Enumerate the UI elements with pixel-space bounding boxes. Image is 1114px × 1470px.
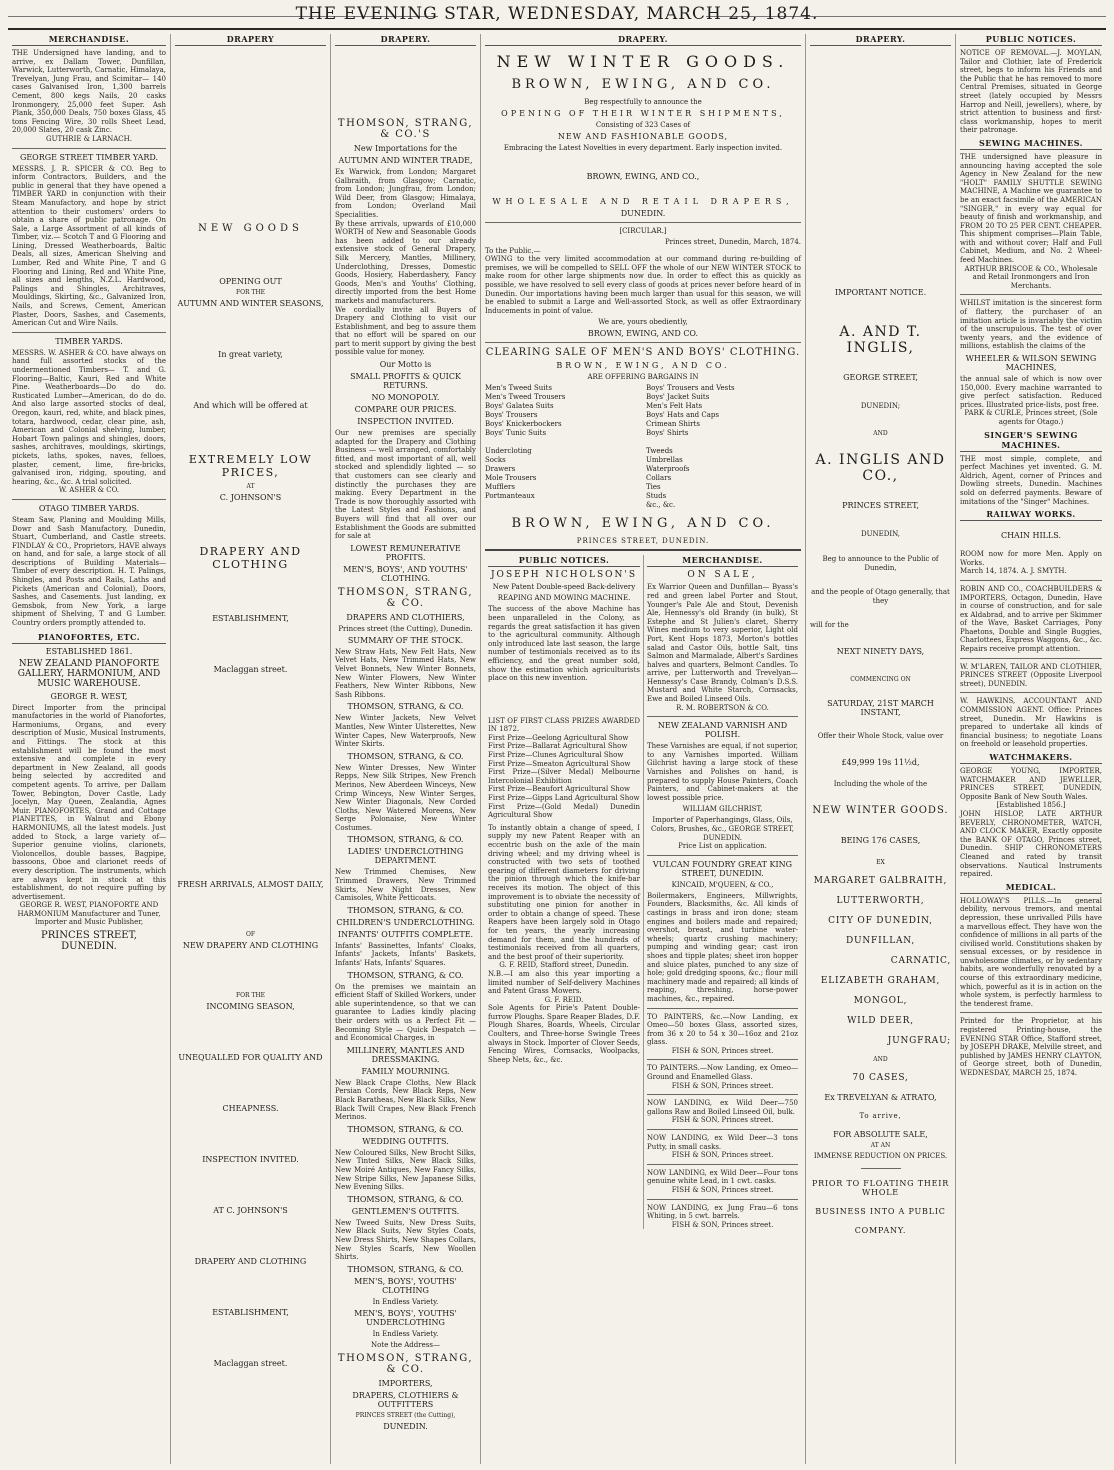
annual-sale: the annual sale of which is now over 150,000. Every machine warranted to give perfect satisfaction. Reduced prices. Illustrated price-lists, post free. — [960, 375, 1102, 409]
circular-date: Princes street, Dunedin, March, 1874. — [664, 238, 801, 246]
at-johnsons: AT C. JOHNSON'S — [213, 1206, 288, 1215]
reid-signature: G. F. REID, Stafford street, Dunedin. — [499, 961, 629, 970]
and: AND — [873, 430, 888, 437]
premises-text: Our new premises are specially adapted for the Drapery and Clothing Business — well arranged, comfortably fitted, and most important of all, well stocked and splendidly lighted — so that customers can see clearly and distinctly the purchases they are making. Every Department in the Trade is now thoroughly assorted with the Latest Styles and Fashions, and Buyers will find that all over our Establishment the Goods are submitted for sale at — [335, 429, 476, 541]
section-header: DRAPERY. — [335, 34, 476, 46]
singer-text: THE most simple, complete, and perfect Machines yet invented. G. M. Aldrich, Agent, corner of Princes and Dowling streets, Dunedin. Machines sold on deferred payments. Beware of imitations of the "Singer" Machines. — [960, 454, 1102, 506]
stock-list-5: Infants' Bassinettes, Infants' Cloaks, Infants' Jackets, Infants' Baskets, Infants' Hats, Infants' Squares. — [335, 941, 476, 968]
george-street: GEORGE STREET, — [843, 373, 918, 382]
lowest-profits: LOWEST REMUNERATIVE PROFITS. — [350, 543, 461, 562]
brown-ewing-firm-3: BROWN, EWING, AND CO. — [556, 361, 730, 371]
fresh-arrivals: FRESH ARRIVALS, ALMOST DAILY, — [177, 880, 324, 889]
millinery: MILLINERY, MANTLES AND DRESSMAKING. — [346, 1045, 465, 1064]
people-of-otago: and the people of Otago generally, that they — [811, 588, 950, 605]
dunedin: DUNEDIN. — [383, 1421, 428, 1431]
park-curle: PARK & CURLE, Princes street, (Sole agents for Otago.) — [964, 409, 1098, 426]
kincaid-name: KINCAID, M'QUEEN, & CO., — [671, 880, 774, 889]
next-ninety-days: NEXT NINETY DAYS, — [836, 646, 925, 656]
signature-8: THOMSON, STRANG, & CO. — [347, 1264, 464, 1274]
brown-ewing-firm-4: BROWN, EWING, AND CO. — [511, 516, 775, 532]
importers: IMPORTERS, — [378, 1378, 433, 1388]
timber-yard-advert: MESSRS. J. R. SPICER & CO. Beg to inform Contractors, Builders, and the public in general that they have opened a TIMBER YARD in conjunction with their Steam Manufactory, and hope by strict attention to their customers' orders to obtain a share of public patronage. On Sale, a Large Assortment of all kinds of Timber, viz.— Scotch T and G Flooring and Lining, Dressed Weatherboards, Baltic Deals, all sizes, American Shelving and Lumber, Red and White Pine, T and G Flooring and Lining, Red and White Pine, all sizes and lengths, N.Z.L. Hardwood, Palings and Shingles, Architraves, Mouldings, Skirting, &c., Galvanized Iron, Nails, and Screws, Cement, American Plaster, Doors, Sashes, and Casements, American Cut and Wire Nails. — [12, 164, 166, 328]
offer-stock: Offer their Whole Stock, value over — [817, 731, 944, 740]
no-monopoly: NO MONOPOLY. — [371, 393, 440, 403]
a-inglis: A. INGLIS AND CO., — [815, 452, 946, 484]
signature-7: THOMSON, STRANG, & CO. — [347, 1194, 464, 1204]
childrens-underclothing: CHILDREN'S UNDERCLOTHING. — [336, 917, 475, 927]
motto-is: Our Motto is — [379, 360, 432, 370]
asher-signature: W. ASHER & CO. — [58, 486, 120, 495]
robin-advert: ROBIN AND CO., COACHBUILDERS & IMPORTERS, Octagon, Dunedin, Have in course of construction, and for sale ex Aldabrad, and to arrive per Skimmer of the Wave, Basket Carriages, Pony Phaetons, Double and Single Buggies, Charlottees, Express Waggons, &c., &c. Repairs receive prompt attention. — [960, 584, 1102, 654]
thomson-strang-firm: THOMSON, STRANG, & CO.'S — [337, 118, 474, 140]
circular-label: [CIRCULAR.] — [619, 227, 667, 235]
robertson-signature: R. M. ROBERTSON & CO. — [676, 703, 769, 712]
circular-text: OWING to the very limited accommodation at our command during re-building of premises, we will be compelled to SELL OFF the whole of our NEW WINTER STOCK to make room for other large shipments now due. In order to effect this as quickly as possible, we have resolved to sell every class of goods at prices never before heard of in Dunedin. Our importations having been much larger than usual for this season, we will be enabled to submit a Large and Well-assorted Stock, as well as offer Extraordinary Inducements in point of value. — [485, 255, 801, 315]
wheeler-wilson: WHEELER & WILSON SEWING MACHINES, — [965, 354, 1097, 372]
offering-bargains: ARE OFFERING BARGAINS IN — [587, 373, 699, 382]
asher-advert: MESSRS. W. ASHER & CO. have always on hand full assorted stocks of the undermentioned Timbers— T. and G. Flooring—Baltic, Kauri, Red and White Pine. Weatherboards—Do do do. Rusticated Lumber—American, do do do. And also large assorted stocks of deal, Oregon, kauri, red, white, and black pines, totara, hardwood, cedar, clear pine, ash, American and Colonial shelving, lumber, Hobart Town palings and shingles, doors, sashes, architraves, mouldings, skirtings, pickets, laths, spokes, naves, felloes, plaster, cement, lime, fire-bricks, galvanised iron, ridging, spouting, and hearing, &c., &c. A trial solicited. — [12, 348, 166, 486]
wedding-outfits: WEDDING OUTFITS. — [362, 1136, 449, 1146]
prizes-text: To instantly obtain a change of speed, I supply my new Patent Reaper with an eccentric bush on the axle of the main driving wheel; and my driving wheel is constructed with two sets of toothed gearing of different diameters for driving the pinion through which the knife-bar receives its motion. The object of this improvement is to obviate the necessity of substituting one pinion for another in order to obtain a change of speed. These Reapers have been largely sold in Otago for ten years, the yearly increasing demand for them, and the hundreds of testimonials received from all quarters, and the best proof of their superiority. — [488, 823, 640, 961]
opening-shipments: OPENING OF THEIR WINTER SHIPMENTS, — [501, 109, 785, 118]
briscoe-signature: ARTHUR BRISCOE & CO., Wholesale and Retail Ironmongers and Iron Merchants. — [964, 264, 1098, 290]
drapery-and-clothing: DRAPERY AND CLOTHING — [199, 545, 302, 571]
stock-list-4: New Trimmed Chemises, New Trimmed Drawers, New Trimmed Skirts, New Night Dresses, New Camisoles, White Petticoats. — [335, 868, 476, 903]
landing-3: NOW LANDING, ex Wild Deer—Four tons genuine white Lead, in 1 cwt. casks. — [647, 1168, 798, 1186]
will-for-the: will for the — [810, 621, 849, 630]
masthead-title: THE EVENING STAR, WEDNESDAY, MARCH 25, 1874. — [295, 4, 819, 24]
yours-obediently: We are, yours obediently, — [598, 318, 688, 327]
gentlemens-outfits: GENTLEMEN'S OUTFITS. — [351, 1206, 460, 1216]
signature-3: THOMSON, STRANG, & CO. — [347, 835, 464, 845]
piano-name: GEORGE R. WEST, — [50, 691, 128, 701]
column-public-notices — [956, 34, 1106, 1464]
column-merchandise — [8, 34, 171, 1464]
watchmakers-header: WATCHMAKERS. — [960, 752, 1102, 764]
gilchrist-text: Importer of Paperhangings, Glass, Oils, Colors, Brushes, &c., GEORGE STREET, DUNEDIN. — [651, 816, 794, 842]
column-drapery-thomson — [331, 34, 481, 1464]
gilchrist-name: WILLIAM GILCHRIST, — [682, 805, 763, 814]
timber-yard-heading: GEORGE STREET TIMBER YARD. — [19, 152, 159, 162]
thomson-strang-firm-2: THOMSON, STRANG, & CO. — [337, 586, 474, 609]
piano-address: PRINCES STREET, DUNEDIN. — [41, 930, 137, 953]
invite-statement: We cordially invite all Buyers of Drapery and Clothing to visit our Establishment, and beg to assure them that no effort will be spared on our part to merit support by giving the best possible value for money. — [335, 305, 476, 357]
absolute-sale: FOR ABSOLUTE SALE, — [833, 1130, 928, 1140]
ship-9: JUNGFRAU; — [887, 1036, 951, 1047]
masthead — [8, 2, 1106, 30]
piano-established: ESTABLISHED 1861. — [45, 646, 133, 656]
fish-5: FISH & SON, Princes street. — [671, 1186, 774, 1194]
new-goods: NEW GOODS — [198, 223, 303, 234]
ship-6: ELIZABETH GRAHAM, — [820, 976, 941, 987]
family-mourning: FAMILY MOURNING. — [361, 1066, 450, 1076]
summary-heading: SUMMARY OF THE STOCK. — [347, 635, 464, 645]
important-notice: IMPORTANT NOTICE. — [834, 288, 927, 297]
embracing: Embracing the Latest Novelties in every department. Early inspection invited. — [503, 144, 783, 152]
varnish-text: These Varnishes are equal, if not superior, to any Varnishes imported. William Gilchrist having a large stock of these Varnishes and Polishes on hand, is prepared to supply House Painters, Coach Painters, and Cabinet-makers at the lowest possible price. — [647, 742, 798, 802]
medical-header: MEDICAL. — [960, 882, 1102, 894]
signature-2: THOMSON, STRANG, & CO. — [347, 751, 464, 761]
ship-5: CARNATIC, — [890, 956, 951, 967]
ship-arrivals: Ex Warwick, from London; Margaret Galbraith, from Glasgow; Carnatic, from London; Jungfrau, from London; Wild Deer, from Glasgow; Himalaya, from London; Overland Mail Specialities. — [335, 168, 476, 219]
stock-list-3: New Winter Dresses, New Winter Repps, New Silk Stripes, New French Merinos, New Aberdeen Winceys, New Crimp Winceys, New Winter Serges, New Winter Diagonals, New Corded Cloths, New Watered Moreens, New Serge Polonaise, New Winter Costumes. — [335, 763, 476, 832]
saturday-date: SATURDAY, 21ST MARCH INSTANT, — [827, 698, 934, 717]
findlay-advert: Steam Saw, Planing and Moulding Mills, Dowr and Sash Manufactory, Dunedin, Stuart, Cumberland, and Castle streets. FINDLAY & CO., Proprietors, HAVE always on hand, and for sale, a large stock of all descriptions of Building Materials— Timber of every description. H. T. Palings, Shingles, and Posts and Rails, Laths and Pickets (American and Colonial), Doors, Sashes, and Casements. Just landing, ex Gemsbok, from New York, a large shipment of Shelving, T and G Lumber. Country orders promptly attended to. — [12, 515, 166, 628]
merchandise-header: MERCHANDISE. — [647, 555, 798, 567]
at-inglis: A. AND T. INGLIS, — [839, 324, 922, 356]
to-arrive: To arrive, — [859, 1112, 902, 1121]
room-for-men: ROOM now for more Men. Apply on Works. — [960, 550, 1102, 567]
nicholson-text: The success of the above Machine has been unparalleled in the Colony, as regards the great satisfaction it has given to the agricultural community. Although only introduced late last season, the large number of testimonials received as to its efficiency, and the great number sold, show the estimation which agriculturists place on this new invention. — [488, 605, 640, 683]
signature-1: THOMSON, STRANG, & CO. — [347, 702, 464, 712]
removal-notice: NOTICE OF REMOVAL.—J. MOYLAN, Tailor and Clothier, late of Frederick street, begs to inform his Friends and the Public that he has removed to more Central Premises, situated in George street (lately occupied by Messrs Harrop and Neill, jewellers), where, by strict attention to business and first-class workmanship, hopes to merit their patronage. — [960, 49, 1102, 135]
stock-value: £49,999 19s 11½d, — [841, 757, 920, 767]
beg-announce: Beg to announce to the Public of Dunedin, — [822, 555, 939, 572]
stock-list-2: New Winter Jackets, New Velvet Mantles, New Winter Ulsterettes, New Winter Capes, New Waterproofs, New Winter Skirts. — [335, 714, 476, 749]
smyth-signature: March 14, 1874. A. J. SMYTH. — [960, 567, 1067, 576]
piano-title: NEW ZEALAND PIANOFORTE GALLERY, HARMONIUM, AND MUSIC WAREHOUSE. — [17, 658, 161, 689]
ship-7: MONGOL, — [853, 996, 908, 1007]
new-drapery: NEW DRAPERY AND CLOTHING — [182, 941, 319, 950]
wholesale-retail: WHOLESALE AND RETAIL DRAPERS, — [492, 197, 794, 206]
company: COMPANY. — [854, 1226, 907, 1236]
fish-6: FISH & SON, Princes street. — [671, 1220, 774, 1229]
on-sale-text: Ex Warrior Queen and Dunfillan— Byass's red and green label Porter and Stout, Younger's Pale Ale and Stout, Devenish Ale, Hennessy's old Brandy (in bulk), St Estephe and St Julien's claret, Sherry Wines medium to very superior, Light old Port, Kent Hops 1873, Morton's bottles salad and Castor Oils, bottle Salt, tins Salmon and Marmalade, Albert's Sardines halves and quarters, Belmont Candles. To arrive, per Lutterworth and Trevelyan— Hennessy's Case Brandy, Colman's D.S.S. Mustard and White Starch, Cornsacks, Ewe and Boiled Linseed Oils. — [647, 583, 798, 704]
note-address: Note the Address— — [371, 1340, 440, 1349]
signature-4: THOMSON, STRANG, & CO. — [347, 905, 464, 915]
endless-variety: In Endless Variety. — [372, 1297, 439, 1306]
fish-4: FISH & SON, Princes street. — [671, 1151, 774, 1160]
brown-ewing-firm: BROWN, EWING, AND CO. — [511, 77, 775, 92]
section-header: MERCHANDISE. — [12, 34, 166, 46]
johnsons: C. JOHNSON'S — [219, 493, 282, 502]
landing-1: NOW LANDING, ex Wild Deer—750 gallons Raw and Boiled Linseed Oil, bulk. — [647, 1099, 798, 1116]
reid-note: N.B.—I am also this year importing a limited number of Self-delivery Machines and Patent Grass Mowers. — [488, 969, 640, 996]
opening-out: OPENING OUT — [219, 277, 282, 286]
dunedin-2: DUNEDIN, — [860, 530, 901, 538]
hislop-advert: JOHN HISLOP, LATE ARTHUR BEVERLY, CHRONOMETER, WATCH, AND CLOCK MAKER, Exactly opposite the BANK OF OTAGO, Princes street, Dunedin. SHIP CHRONOMETERS Cleaned and rated by transit observations. Nautical Instruments repaired. — [960, 809, 1102, 879]
vulcan-heading: VULCAN FOUNDRY GREAT KING STREET, DUNEDIN. — [652, 859, 793, 878]
premises-text-2: On the premises we maintain an efficient Staff of Skilled Workers, under able superintendence, so that we can guarantee to Ladies kindly placing their orders with us a Perfect Fit — Becoming Style — Quick Despatch — and Economical Charges, in — [335, 982, 476, 1043]
circular-salutation: To the Public,— — [485, 246, 541, 255]
and-2: AND — [873, 1056, 888, 1064]
fish-3: FISH & SON, Princes street. — [671, 1116, 774, 1125]
for-the: FOR THE — [235, 289, 266, 296]
sewing-header: SEWING MACHINES. — [960, 138, 1102, 150]
drapers-clothiers: DRAPERS AND CLOTHIERS, — [346, 612, 465, 622]
column-drapery-johnson — [171, 34, 331, 1464]
establishment-2: ESTABLISHMENT, — [212, 1308, 289, 1317]
merchandise-column — [643, 555, 801, 1229]
ex: EX — [876, 859, 885, 867]
autumn-trade: AUTUMN AND WINTER TRADE, — [338, 156, 473, 165]
varnish-heading: NEW ZEALAND VARNISH AND POLISH. — [657, 721, 788, 740]
boys-underclothing: MEN'S, BOYS', YOUTHS' UNDERCLOTHING — [354, 1308, 457, 1327]
ship-1: MARGARET GALBRAITH, — [813, 876, 948, 887]
at: AT — [246, 483, 255, 490]
stock-list-7: New Coloured Silks, New Brocht Silks, New Tinted Silks, New Black Silks, New Moiré Antiques, New Fancy Silks, New Stripe Silks, New Japanese Silks, New Evening Silks. — [335, 1148, 476, 1192]
ship-8: WILD DEER, — [847, 1016, 914, 1027]
section-header: DRAPERY. — [810, 34, 951, 46]
on-sale: ON SALE, — [687, 570, 758, 581]
landing-2: NOW LANDING, ex Wild Deer—3 tons Putty, in small casks. — [647, 1134, 798, 1151]
ship-4: DUNFILLAN, — [845, 936, 916, 947]
consisting-of: Consisting of 323 Cases of — [595, 121, 691, 129]
holloway-advert: HOLLOWAY'S PILLS.—In general debility, nervous tremors, and mental depression, these unrivalled Pills have a marvellous effect. They have won the confidence of millions in all parts of the civilised world. Constitutions shaken by sensual excesses, or by residence in unwholesome climates, or by sedentary habits, are wonderfully renovated by a course of this extraordinary medicine, which, powerful as it is in action on the whole system, is perfectly harmless to the tenderest frame. — [960, 896, 1102, 1008]
chain-hills: CHAIN HILLS. — [1000, 531, 1062, 541]
inspection-invited: INSPECTION INVITED. — [202, 1155, 299, 1164]
reid-signature-2: G. F. REID. — [544, 995, 584, 1004]
column-drapery-brown-ewing — [481, 34, 806, 1464]
offered-at: And which will be offered at — [193, 401, 308, 410]
endless-variety-2: In Endless Variety. — [372, 1329, 439, 1338]
bargains-list: Men's Tweed Suits Men's Tweed Trousers Boys' Galatea Suits Boys' Trousers Boys' Knickerbockers Boys' Tunic Suits Undercloting Socks Drawers Mole Trousers Mufflers Portmanteaux Boys' Trousers and Vests Boys' Jacket Suits Men's Felt Hats Boys' Hats and Caps Crimean Shirts Boys' Shirts Tweeds Umbrellas Waterproofs Collars Ties Studs &c., &c. — [485, 384, 735, 510]
great-variety: In great variety, — [218, 350, 283, 359]
business-into: BUSINESS INTO A PUBLIC — [815, 1207, 946, 1217]
outfitters: DRAPERS, CLOTHIERS & OUTFITTERS — [352, 1390, 459, 1409]
public-notices-column: PUBLIC NOTICES. JOSEPH NICHOLSON'S New Patent Double-speed Back-delivery REAPING AND MOWING MACHINE. The success of the above Machine has been unparalleled in the Colony, as regards the great satisfaction it has given to the agricultural community. Although only introduced late last season, the large number of testimonials received as to its efficiency, and the great number sold, show the estimation which agriculturists place on this new invention. LIST OF FIRST CLASS PRIZES AWARDED IN 1872. First Prize—Geelong Agricultural Show First Prize—Ballarat Agricultural Show First Prize—Clunes Agricultural Show First Prize—Smeaton Agricultural Show First Prize—(Silver Medal) Melbourne Intercolonial Exhibition First Prize—Beaufort Agricultural Show First Prize—Gipps Land Agricultural Show First Prize—(Gold Medal) Dunedin Agricultural Show To instantly obtain a change of speed, I supply my new Patent Reaper with an eccentric bush on the axle of the main driving wheel; and my driving wheel is constructed with two sets of toothed gearing of different diameters for driving the pinion through which the knife-bar receives its motion. The object of this improvement is to obviate the necessity of substituting one pinion for another in order to obtain a change of speed. These Reapers have been largely sold in Otago for ten years, the yearly increasing demand for them, and the hundreds of testimonials received from all quarters, and the best proof of their superiority. G. F. REID, Stafford street, Dunedin. N.B.—I am also this year importing a limited number of Self-delivery Machines and Patent Grass Mowers. G. F. REID. Sole Agents for Pirie's Patent Double-furrow Ploughs. Spare Reaper Blades, D.F. Plough Shares, Boards, Wheels, Circular Coulters, and Three-horse Swingle Trees always in Stock. Importer of Clover Seeds, Fencing Wires, Cornsacks, Woolpacks, Sheep Nets, &c., &c. — [488, 555, 640, 1064]
signature-6: THOMSON, STRANG, & CO. — [347, 1124, 464, 1134]
princes-street: PRINCES STREET, DUNEDIN. — [576, 537, 710, 546]
guthrie-advert: THE Undersigned have landing, and to arrive, ex Dallam Tower, Dunfillan, Warwick, Lutterworth, Carnatic, Himalaya, Trevelyan, Jung Frau, and Scimitar— 140 cases Galvanised Iron, 1,300 barrels Cement, 800 kegs Nails, 20 casks Ironmongery, 25,000 feet Super. Ash Plank, 350,000 Deals, 750 boxes Glass, 45 tons Fencing Wire, 30 rolls Sheet Lead, 20,000 Slates, 20 cask Zinc. — [12, 49, 166, 135]
new-winter-goods: NEW WINTER GOODS. — [812, 805, 949, 817]
compare-prices: COMPARE OUR PRICES. — [354, 405, 457, 415]
kincaid-text: Boilermakers, Engineers, Millwrights, Founders, Blacksmiths, &c. All kinds of castings in brass and iron done; steam engines and boilers made and repaired; overshot, breast, and turbine water-wheels; quartz crushing machinery; pumping and winding gear; cast iron shoes and tipple plates; sheet iron hopper and sluice plates, punched to any size of hole; gold dredging spoons, &c.; flour mill machinery made and repaired; all kinds of reaping, threshing, horse-power machines, &c., repaired. — [647, 891, 798, 1003]
price-list: Price List on application. — [678, 842, 767, 851]
of: OF — [245, 931, 256, 938]
new-winter-goods: NEW WINTER GOODS. — [496, 52, 790, 71]
dunedin: DUNEDIN. — [620, 209, 666, 218]
dunedin: DUNEDIN; — [860, 402, 901, 410]
section-header: PUBLIC NOTICES. — [960, 34, 1102, 46]
immense-reduction: IMMENSE REDUCTION ON PRICES. — [813, 1152, 948, 1161]
fish-2: FISH & SON, Princes street. — [671, 1081, 774, 1090]
new-importations: New Importations for the — [353, 144, 458, 153]
thomson-strang-firm-3: THOMSON, STRANG, & CO. — [337, 1352, 474, 1375]
page-columns — [8, 34, 1106, 1464]
stock-list-6: New Black Crape Cloths, New Black Persian Cords, New Black Reps, New Black Baratheas, New Black Silks, New Black Twill Crapes, New Black French Merinos. — [335, 1078, 476, 1122]
ship-3: CITY OF DUNEDIN, — [828, 916, 933, 927]
announce: Beg respectfully to announce the — [584, 98, 702, 106]
small-profits: SMALL PROFITS & QUICK RETURNS. — [350, 372, 461, 391]
prizes-heading: LIST OF FIRST CLASS PRIZES AWARDED IN 1872. — [488, 716, 640, 734]
mlaren-advert: W. M'LAREN, TAILOR AND CLOTHIER, PRINCES STREET (Opposite Liverpool street), DUNEDIN. — [960, 662, 1102, 688]
prior-to-floating: PRIOR TO FLOATING THEIR WHOLE — [811, 1179, 950, 1198]
asher-heading: TIMBER YARDS. — [55, 336, 123, 346]
section-header: DRAPERY. — [485, 34, 801, 46]
boys-clothing: MEN'S, BOYS', YOUTHS' CLOTHING — [354, 1276, 457, 1295]
established-1856: [Established 1856.] — [996, 801, 1066, 810]
landing-4: NOW LANDING, ex Jung Frau—6 tons Whiting, in 5 cwt. barrels. — [647, 1203, 798, 1221]
drapery-and-clothing-2: DRAPERY AND CLOTHING — [194, 1257, 307, 1266]
public-notices-header: PUBLIC NOTICES. — [488, 555, 640, 567]
cases-count: BEING 176 CASES, — [840, 836, 921, 846]
princes-street: PRINCES STREET, — [842, 501, 919, 510]
whilst-text: WHILST imitation is the sincerest form of flattery, the purchaser of an imitation article is invariably the victim of the unscrupulous. The test of over twenty years, and the evidence of millions, establish the claims of the — [960, 299, 1102, 351]
establishment: ESTABLISHMENT, — [212, 614, 289, 623]
brown-ewing-firm-2: BROWN, EWING, AND CO., — [586, 172, 700, 181]
inspection-invited: INSPECTION INVITED. — [357, 417, 454, 427]
mens-clothing: MEN'S, BOYS', AND YOUTHS' CLOTHING. — [343, 564, 468, 583]
singer-header: SINGER'S SEWING MACHINES. — [960, 430, 1102, 452]
at-an: AT AN — [870, 1142, 891, 1150]
guthrie-signature: GUTHRIE & LARNACH. — [46, 134, 132, 143]
lower-section — [485, 555, 801, 1229]
painters-1: TO PAINTERS, &c.—Now Landing, ex Omeo—50 boxes Glass, assorted sizes, from 36 x 20 to 54 x 30—16oz and 21oz glass. — [647, 1012, 798, 1047]
piano-advert: Direct Importer from the principal manufactories in the world of Pianofortes, Harmoniums, Organs, and every description of Music, Musical Instruments, and Fittings. The stock at this establishment will be found the most extensive and complete in every department in New Zealand, all goods being selected by accredited and competent agents. To arrive, per Dallam Tower, Bebington, Dover Castle, Lady Jocelyn, May Queen, Zealandia, Agnes Muir. PIANOFORTES, Grand and Cottage PIANETTES, in Walnut and Ebony HARMONIUMS, all the latest models. Just added to Stock, a large variety of— Superior genuine violins, clarionets, Violoncellos, double basses, Bagpipe, bassoons, Oboe and clarionet reeds of every description. The instruments, which are always kept in stock at this establishment, do not require puffing by advertisement. — [12, 703, 166, 901]
railway-header: RAILWAY WORKS. — [960, 509, 1102, 521]
painters-2: TO PAINTERS.—Now Landing, ex Omeo—Ground and Enamelled Glass. — [647, 1064, 798, 1082]
hawkins-advert: W. HAWKINS, ACCOUNTANT AND COMMISSION AGENT. Office: Princes street, Dunedin. Mr Hawkins is prepared to undertake all kinds of financial business; to negotiate Loans on freehold or leasehold properties. — [960, 697, 1102, 749]
circular-signature: BROWN, EWING, AND CO. — [587, 329, 699, 339]
extremely-low-prices: EXTREMELY LOW PRICES, — [188, 453, 313, 479]
maclaggan-street: Maclaggan street. — [213, 665, 288, 674]
stock-list-8: New Tweed Suits, New Dress Suits, New Black Suits, New Styles Coats, New Dress Shirts, New Shapes Collars, New Styles Scarfs, New Woollen Shirts. — [335, 1218, 476, 1262]
ladies-underclothing: LADIES' UNDERCLOTHING DEPARTMENT. — [347, 847, 464, 866]
incoming-season: INCOMING SEASON, — [206, 1002, 295, 1011]
trevelyan: Ex TREVELYAN & ATRATO, — [824, 1093, 937, 1103]
reid-agents: Sole Agents for Pirie's Patent Double-furrow Ploughs. Spare Reaper Blades, D.F. Plough Shares, Boards, Wheels, Circular Coulters, and Three-horse Swingle Trees always in Stock. Importer of Clover Seeds, Fencing Wires, Cornsacks, Woolpacks, Sheep Nets, &c., &c. — [488, 1004, 640, 1064]
otago-timber-heading: OTAGO TIMBER YARDS. — [38, 503, 140, 513]
for-the-2: FOR THE — [235, 992, 266, 999]
printer-imprint: Printed for the Proprietor, at his registered Printing-house, the EVENING STAR Office, Stafford street, by JOSEPH DRAKE, Melville street, and published by JAMES HENRY CLAYTON, of George street, both of Dunedin, WEDNESDAY, MARCH 25, 1874. — [960, 1017, 1102, 1077]
worth-statement: By these arrivals, upwards of £10,000 WORTH of New and Seasonable Goods has been added to our already extensive stock of General Drapery, Silk Mercery, Mantles, Millinery, Underclothing, Dresses, Domestic Goods, Hosiery, Haberdashery, Fancy Goods, Men's and Youths' Clothing, directly imported from the best Home markets and manufacturers. — [335, 219, 476, 305]
infants-outfits: INFANTS' OUTFITS COMPLETE. — [337, 929, 474, 939]
nicholson-sub: New Patent Double-speed Back-delivery — [492, 583, 636, 592]
reaping-machine: REAPING AND MOWING MACHINE. — [497, 594, 631, 603]
cheapness: CHEAPNESS. — [222, 1104, 279, 1113]
piano-signature: GEORGE R. WEST, PIANOFORTE AND HARMONIUM Manufacturer and Tuner, Importer and Music Publisher, — [17, 901, 161, 927]
young-advert: GEORGE YOUNG, IMPORTER, WATCHMAKER AND JEWELLER, PRINCES STREET, DUNEDIN, Opposite Bank of New South Wales. — [960, 767, 1102, 801]
ship-2: LUTTERWORTH, — [836, 896, 925, 907]
fashionable-goods: NEW AND FASHIONABLE GOODS, — [557, 132, 729, 141]
cutting-address: Princes street (the Cutting), Dunedin. — [338, 624, 473, 633]
commencing-on: COMMENCING ON — [850, 675, 911, 683]
signature-5: THOMSON, STRANG, & CO. — [347, 970, 464, 980]
seventy-cases: 70 CASES, — [852, 1073, 909, 1084]
including: Including the whole of the — [833, 779, 928, 788]
stock-list-1: New Straw Hats, New Felt Hats, New Velvet Hats, New Trimmed Hats, New Velvet Bonnets, New Winter Bonnets, New Winter Flowers, New Winter Feathers, New Winter Ribbons, New Sash Ribbons. — [335, 647, 476, 699]
sewing-text: THE undersigned have pleasure in announcing having accepted the sole Agency in New Zealand for the new "HOLT" FAMILY SHUTTLE SEWING MACHINE, A Machine we guarantee to be an exact facsimile of the AMERICAN "SINGER," in every way equal for beauty of finish and workmanship, and FROM 20 TO 25 PER CENT. CHEAPER. This shipment comprises—Plain Table, with and without cover; Half and Full Cabinet, Medium, and No. 2 Wheel-feed Machines. — [960, 152, 1102, 265]
pianofortes-header: PIANOFORTES, ETC. — [12, 632, 166, 644]
cutting-address-2: PRINCES STREET (the Cutting), — [355, 1411, 456, 1419]
nicholson-name: JOSEPH NICHOLSON'S — [490, 570, 638, 581]
maclaggan-street-2: Maclaggan street. — [213, 1359, 288, 1368]
clearing-sale: CLEARING SALE OF MEN'S AND BOYS' CLOTHING. — [485, 347, 801, 359]
fish-1: FISH & SON, Princes street. — [671, 1046, 774, 1055]
section-header: DRAPERY — [175, 34, 326, 46]
column-drapery-inglis — [806, 34, 956, 1464]
unequalled: UNEQUALLED FOR QUALITY AND — [178, 1053, 323, 1062]
autumn-seasons: AUTUMN AND WINTER SEASONS, — [177, 299, 324, 308]
